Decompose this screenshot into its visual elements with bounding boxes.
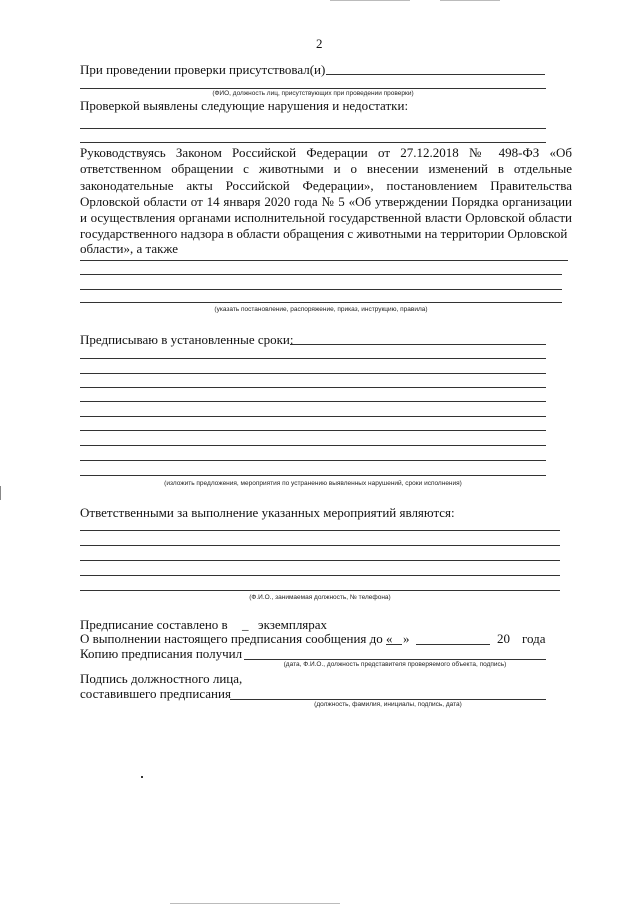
prescription-line-5[interactable] [80, 416, 546, 417]
signature-line[interactable] [230, 699, 546, 700]
responsible-line-1[interactable] [80, 530, 560, 531]
prescription-line-9[interactable] [80, 475, 546, 476]
copies-suffix: экземплярах [258, 617, 328, 632]
scan-mark-top [330, 0, 410, 1]
prescription-fill-line[interactable] [290, 344, 546, 345]
received-label: Копию предписания получил [80, 646, 243, 661]
signature-caption: (должность, фамилия, инициалы, подпись, дата) [314, 701, 462, 708]
report-prefix: О выполнении настоящего предписания сообщения до « [80, 631, 393, 646]
responsible-label: Ответственными за выполнение указанных мероприятий являются: [80, 505, 455, 520]
report-year-suffix: года [522, 631, 546, 646]
violations-label: Проверкой выявлены следующие нарушения и недостатки: [80, 98, 409, 113]
presence-fill-line-2[interactable] [80, 88, 546, 89]
prescription-line-6[interactable] [80, 430, 546, 431]
scan-mark-left [0, 486, 1, 500]
guidance-line-3[interactable] [80, 289, 562, 290]
responsible-caption: (Ф.И.О., занимаемая должность, № телефона) [249, 594, 391, 601]
report-month-line[interactable] [416, 644, 490, 645]
guidance-line-4[interactable] [80, 302, 562, 303]
prescription-caption: (изложить предложения, мероприятия по устранению выявленных нарушений, сроки исполнения) [164, 480, 462, 487]
responsible-line-3[interactable] [80, 560, 560, 561]
presence-label: При проведении проверки присутствовал(и) [80, 62, 326, 77]
copies-prefix: Предписание составлено в [80, 617, 228, 632]
prescription-line-3[interactable] [80, 387, 546, 388]
page-number: 2 [316, 36, 323, 51]
guidance-last-line: области», а также [80, 241, 178, 256]
responsible-line-4[interactable] [80, 575, 560, 576]
violations-line-2[interactable] [80, 142, 546, 143]
prescription-line-7[interactable] [80, 445, 546, 446]
prescription-line-8[interactable] [80, 460, 546, 461]
scan-mark-bottom [170, 903, 340, 904]
prescription-line-1[interactable] [80, 358, 546, 359]
guidance-line-1[interactable] [80, 260, 568, 261]
signature-line1: Подпись должностного лица, [80, 671, 243, 686]
guidance-paragraph: Руководствуясь Законом Российской Федерации от 27.12.2018 № 498-ФЗ «Об ответственном обращении с животными и о внесении изменений в отдельные законодательные акты Российской Федерации», постановлением Правительства Орловской области от 14 января 2020 года № 5 «Об утверждении Порядка организации и осуществления органами исполнительной государственной власти Орловской области государственного надзора в области обращения с животными на территории Орловской [80, 145, 572, 242]
received-caption: (дата, Ф.И.О., должность представителя проверяемого объекта, подпись) [283, 661, 507, 668]
copies-blank[interactable]: _ [242, 617, 249, 632]
responsible-line-5[interactable] [80, 590, 560, 591]
violations-line-1[interactable] [80, 128, 546, 129]
prescription-label: Предписываю в установленные сроки: [80, 332, 294, 347]
presence-caption: (ФИО, должность лиц, присутствующих при проведении проверки) [212, 90, 414, 97]
report-quote-close: » [403, 631, 410, 646]
guidance-line-2[interactable] [80, 274, 562, 275]
responsible-line-2[interactable] [80, 545, 560, 546]
prescription-line-2[interactable] [80, 373, 546, 374]
prescription-line-4[interactable] [80, 401, 546, 402]
presence-fill-line[interactable] [326, 74, 545, 75]
signature-line2: составившего предписания [80, 686, 231, 701]
report-day-line[interactable] [386, 644, 402, 645]
scan-mark [141, 776, 143, 778]
guidance-caption: (указать постановление, распоряжение, приказ, инструкцию, правила) [214, 306, 428, 313]
scan-mark-top-2 [440, 0, 500, 1]
received-line[interactable] [244, 659, 546, 660]
report-year-prefix: 20 [497, 631, 510, 646]
